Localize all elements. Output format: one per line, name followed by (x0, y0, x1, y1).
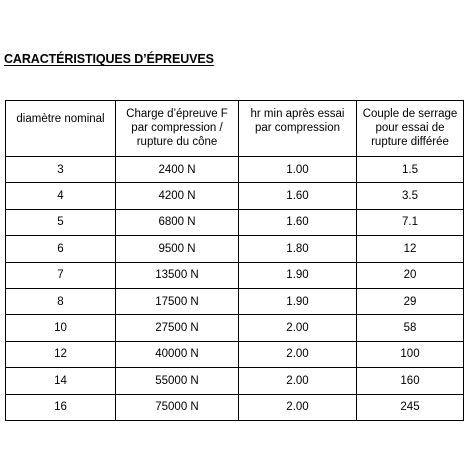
cell-tightening-torque: 3.5 (357, 183, 464, 209)
table-row (6, 315, 464, 341)
table-row (6, 209, 464, 235)
cell-proof-load: 55000 N (116, 368, 239, 394)
header-row (6, 101, 464, 157)
cell-proof-load: 2400 N (116, 157, 239, 183)
table-row (6, 262, 464, 288)
cell-tightening-torque: 58 (357, 315, 464, 341)
cell-tightening-torque: 1.5 (357, 157, 464, 183)
cell-proof-load: 27500 N (116, 315, 239, 341)
column-header-proof-load: Charge d’épreuve F par compression / rupture du cône (116, 101, 239, 157)
cell-tightening-torque: 12 (357, 236, 464, 262)
cell-tightening-torque: 160 (357, 368, 464, 394)
cell-nominal-diameter: 12 (6, 341, 116, 367)
cell-nominal-diameter: 8 (6, 288, 116, 314)
table-row (6, 288, 464, 314)
cell-hr-min: 1.90 (239, 288, 357, 314)
cell-nominal-diameter: 14 (6, 368, 116, 394)
cell-hr-min: 2.00 (239, 341, 357, 367)
cell-hr-min: 1.60 (239, 183, 357, 209)
cell-hr-min: 1.80 (239, 236, 357, 262)
cell-hr-min: 1.00 (239, 157, 357, 183)
cell-proof-load: 75000 N (116, 394, 239, 420)
table-body (6, 157, 464, 421)
table-row (6, 183, 464, 209)
cell-nominal-diameter: 5 (6, 209, 116, 235)
cell-proof-load: 4200 N (116, 183, 239, 209)
cell-hr-min: 2.00 (239, 368, 357, 394)
column-header-tightening-torque: Couple de serrage pour essai de rupture différée (357, 101, 464, 157)
cell-nominal-diameter: 16 (6, 394, 116, 420)
cell-proof-load: 13500 N (116, 262, 239, 288)
table-row (6, 368, 464, 394)
cell-nominal-diameter: 3 (6, 157, 116, 183)
cell-tightening-torque: 7.1 (357, 209, 464, 235)
cell-nominal-diameter: 6 (6, 236, 116, 262)
table-header (6, 101, 464, 157)
column-header-hr-min: hr min après essai par compression (239, 101, 357, 157)
table-row (6, 236, 464, 262)
cell-proof-load: 9500 N (116, 236, 239, 262)
cell-proof-load: 6800 N (116, 209, 239, 235)
cell-nominal-diameter: 4 (6, 183, 116, 209)
table-row (6, 157, 464, 183)
cell-tightening-torque: 29 (357, 288, 464, 314)
column-header-nominal-diameter: diamètre nominal (6, 101, 116, 157)
table-row (6, 394, 464, 420)
proof-load-table (5, 100, 464, 421)
cell-hr-min: 1.60 (239, 209, 357, 235)
table-row (6, 341, 464, 367)
cell-proof-load: 17500 N (116, 288, 239, 314)
cell-nominal-diameter: 7 (6, 262, 116, 288)
cell-hr-min: 1.90 (239, 262, 357, 288)
cell-hr-min: 2.00 (239, 394, 357, 420)
cell-tightening-torque: 20 (357, 262, 464, 288)
cell-hr-min: 2.00 (239, 315, 357, 341)
cell-proof-load: 40000 N (116, 341, 239, 367)
document-heading: CARACTÉRISTIQUES D’ÉPREUVES (4, 52, 214, 66)
cell-tightening-torque: 245 (357, 394, 464, 420)
cell-tightening-torque: 100 (357, 341, 464, 367)
cell-nominal-diameter: 10 (6, 315, 116, 341)
